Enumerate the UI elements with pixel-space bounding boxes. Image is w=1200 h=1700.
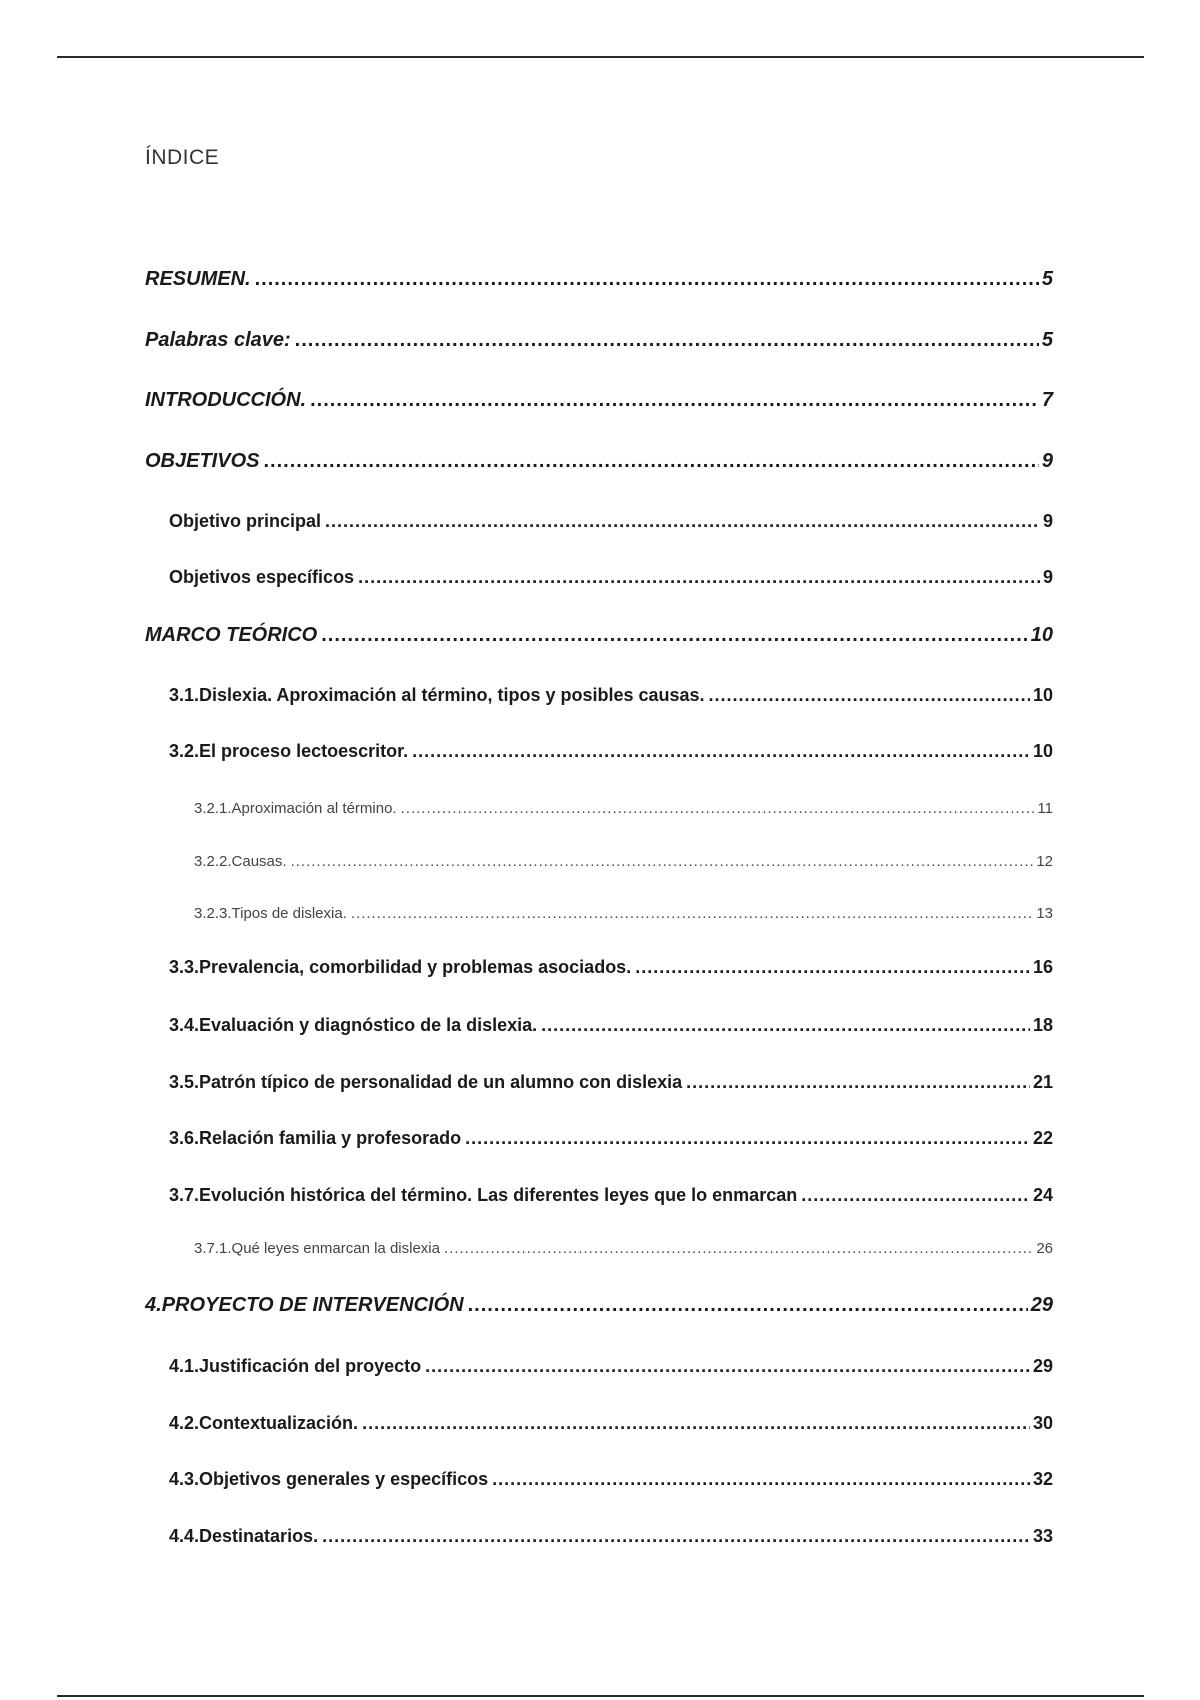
toc-dot-leader [322,1526,1030,1547]
toc-dot-leader [358,567,1040,588]
index-title: ÍNDICE [145,146,220,169]
toc-entry-text: Patrón típico de personalidad de un alumno con dislexia [199,1072,683,1092]
toc-entry-3-3[interactable] [169,957,1053,978]
toc-entry-text: Relación familia y profesorado [199,1128,462,1148]
toc-entry-text: Justificación del proyecto [199,1356,422,1376]
toc-entry-number: 4.2. [169,1413,200,1433]
toc-dot-leader [801,1185,1030,1206]
toc-entry-objetivos-especificos[interactable] [169,567,1053,588]
toc-entry-page: 32 [1032,1469,1053,1489]
toc-entry-4[interactable] [145,1294,1053,1317]
toc-entry-3-2-2[interactable] [194,853,1053,870]
toc-entry-text: Evaluación y diagnóstico de la dislexia. [199,1015,538,1035]
toc-dot-leader [425,1356,1030,1377]
toc-dot-leader [635,957,1030,978]
toc-dot-leader [351,905,1033,922]
toc-entry-number: 3.2.2. [194,853,232,870]
toc-entry-page: 21 [1032,1072,1053,1092]
toc-dot-leader [709,685,1030,706]
toc-entry-page: 10 [1030,624,1053,646]
toc-entry-text: PROYECTO DE INTERVENCIÓN [161,1294,464,1316]
toc-entry-4-3[interactable] [169,1469,1053,1490]
toc-entry-page: 10 [1032,741,1053,761]
toc-entry-text: Aproximación al término. [231,800,397,817]
toc-entry-3-2-3[interactable] [194,905,1053,922]
toc-entry-4-1[interactable] [169,1356,1053,1377]
toc-entry-3-7[interactable] [169,1185,1053,1206]
toc-entry-text: Objetivos generales y específicos [199,1469,489,1489]
toc-dot-leader [325,511,1040,532]
toc-entry-text: Destinatarios. [199,1526,319,1546]
toc-dot-leader [310,389,1039,412]
toc-entry-number: 3.7.1. [194,1240,232,1257]
toc-dot-leader [362,1413,1030,1434]
toc-dot-leader [465,1128,1030,1149]
toc-dot-leader [468,1294,1028,1317]
toc-entry-text: MARCO TEÓRICO [145,624,318,646]
toc-entry-page: 9 [1042,567,1053,587]
footer-rule [57,1695,1144,1697]
toc-dot-leader [492,1469,1030,1490]
toc-entry-resumen[interactable] [145,268,1053,291]
toc-entry-marco-teorico[interactable] [145,624,1053,647]
toc-entry-objetivos[interactable] [145,450,1053,473]
toc-entry-3-5[interactable] [169,1072,1053,1093]
toc-entry-text: RESUMEN. [145,268,251,290]
toc-dot-leader [444,1240,1033,1257]
toc-entry-number: 4.4. [169,1526,200,1546]
toc-entry-objetivo-principal[interactable] [169,511,1053,532]
toc-entry-number: 3.2. [169,741,200,761]
toc-entry-page: 5 [1041,268,1053,290]
toc-entry-introduccion[interactable] [145,389,1053,412]
toc-entry-text: Palabras clave: [145,329,291,351]
toc-entry-page: 12 [1036,853,1053,870]
toc-entry-text: Prevalencia, comorbilidad y problemas asociados. [199,957,632,977]
toc-entry-text: Tipos de dislexia. [231,905,347,922]
toc-dot-leader [255,268,1039,291]
toc-entry-number: 3.6. [169,1128,200,1148]
toc-entry-text: INTRODUCCIÓN. [145,389,307,411]
toc-entry-page: 11 [1037,800,1053,817]
toc-entry-3-7-1[interactable] [194,1240,1053,1257]
toc-dot-leader [263,450,1038,473]
toc-entry-number: 3.5. [169,1072,200,1092]
toc-entry-page: 10 [1032,685,1053,705]
toc-entry-4-2[interactable] [169,1413,1053,1434]
toc-dot-leader [295,329,1039,352]
toc-entry-text: Causas. [231,853,287,870]
toc-entry-page: 29 [1032,1356,1053,1376]
toc-entry-text: Dislexia. Aproximación al término, tipos y posibles causas. [199,685,705,705]
toc-entry-page: 13 [1036,905,1053,922]
toc-entry-page: 26 [1036,1240,1053,1257]
toc-entry-text: El proceso lectoescritor. [199,741,409,761]
toc-entry-number: 3.3. [169,957,200,977]
toc-entry-page: 22 [1032,1128,1053,1148]
toc-entry-number: 3.4. [169,1015,200,1035]
toc-entry-text: Objetivo principal [169,511,322,531]
toc-entry-text: Objetivos específicos [169,567,355,587]
toc-entry-number: 4.1. [169,1356,200,1376]
toc-dot-leader [291,853,1034,870]
toc-entry-page: 18 [1032,1015,1053,1035]
toc-dot-leader [541,1015,1030,1036]
toc-dot-leader [321,624,1028,647]
toc-entry-page: 9 [1042,511,1053,531]
toc-entry-text: OBJETIVOS [145,450,260,472]
toc-entry-text: Contextualización. [199,1413,359,1433]
toc-dot-leader [412,741,1030,762]
toc-entry-4-4[interactable] [169,1526,1053,1547]
toc-entry-page: 9 [1041,450,1053,472]
toc-entry-number: 3.7. [169,1185,200,1205]
toc-entry-text: Qué leyes enmarcan la dislexia [231,1240,440,1257]
toc-entry-text: Evolución histórica del término. Las diferentes leyes que lo enmarcan [199,1185,798,1205]
toc-entry-number: 3.2.3. [194,905,232,922]
toc-entry-page: 16 [1032,957,1053,977]
toc-entry-page: 29 [1030,1294,1053,1316]
toc-dot-leader [401,800,1035,817]
toc-entry-page: 33 [1032,1526,1053,1546]
toc-entry-page: 30 [1032,1413,1053,1433]
toc-entry-number: 3.1. [169,685,200,705]
toc-entry-page: 5 [1041,329,1053,351]
toc-entry-palabras-clave[interactable] [145,329,1053,352]
toc-entry-3-6[interactable] [169,1128,1053,1149]
toc-entry-3-1[interactable] [169,685,1053,706]
toc-dot-leader [686,1072,1030,1093]
toc-entry-number: 4. [145,1294,162,1316]
toc-entry-3-4[interactable] [169,1015,1053,1036]
toc-entry-3-2-1[interactable] [194,800,1053,817]
toc-entry-page: 24 [1032,1185,1053,1205]
toc-entry-number: 4.3. [169,1469,200,1489]
toc-entry-page: 7 [1041,389,1053,411]
toc-entry-number: 3.2.1. [194,800,232,817]
toc-entry-3-2[interactable] [169,741,1053,762]
